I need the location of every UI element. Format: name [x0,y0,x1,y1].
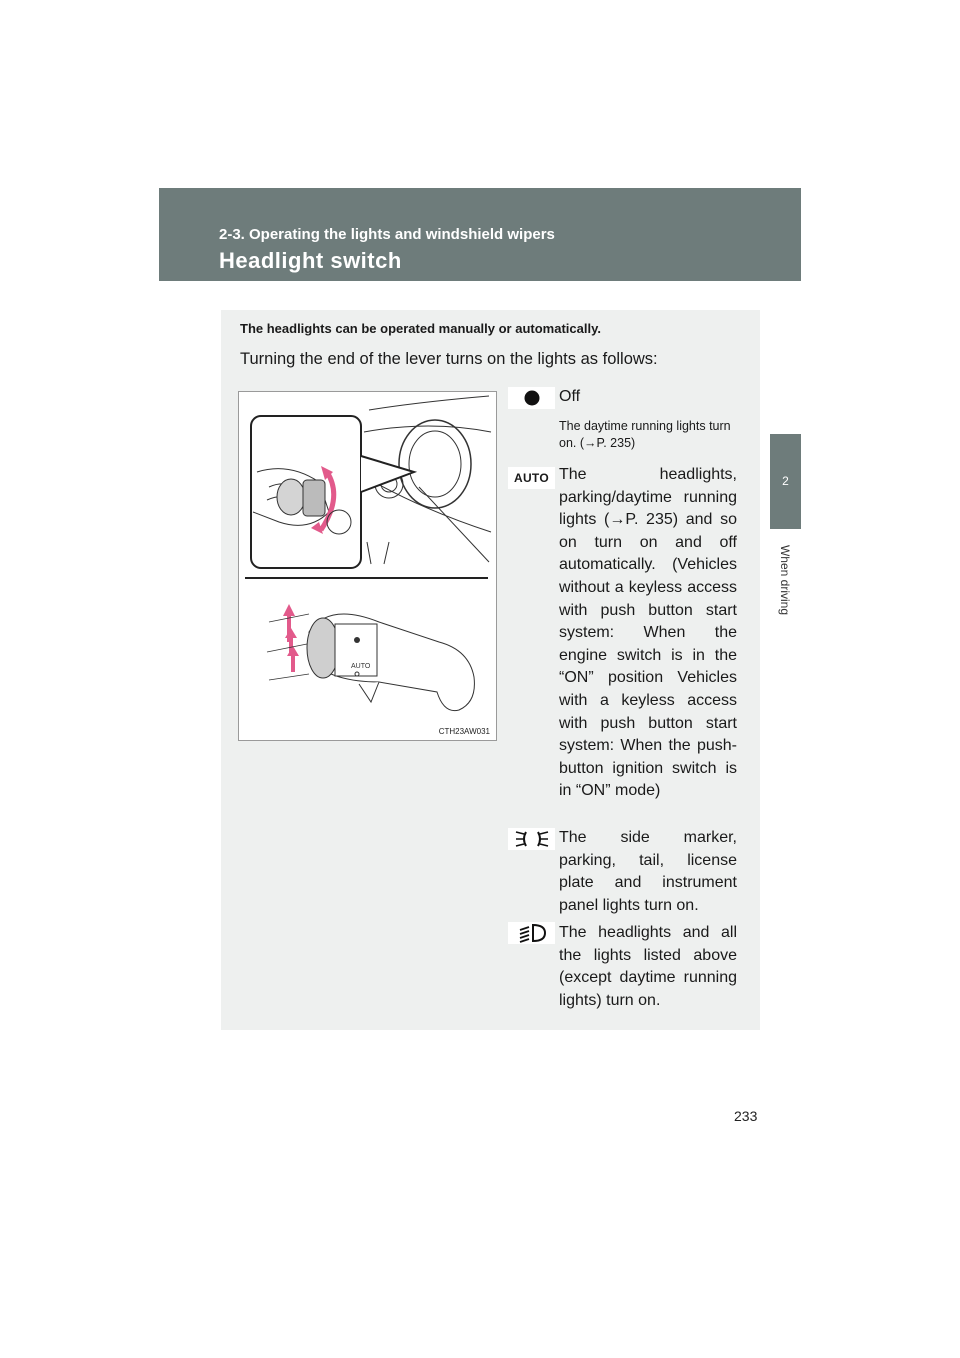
off-icon [508,387,555,409]
auto-icon: AUTO [508,467,555,489]
section-header [159,188,801,281]
figure-code: CTH23AW031 [438,727,490,736]
headlights-icon [508,922,555,944]
item-headlights-label: The headlights and all the lights listed above (except daytime running lights) turn on. [559,924,737,1009]
chapter-label [770,530,801,630]
lever-drawing [239,392,496,740]
lead-text: Turning the end of the lever turns on the lights as follows: [240,350,658,368]
page-number: 233 [734,1108,758,1124]
item-off-note: The daytime running lights turn on. (→P. 235) [559,419,731,450]
content-panel [221,310,760,1030]
side-marker-lights-icon [508,828,555,850]
item-side-marker-label: The side marker, parking, tail, license plate and instrument panel lights turn on. [559,829,737,914]
lever-illustration [238,391,497,741]
intro-text: The headlights can be operated manually or automatically. [240,321,601,336]
svg-text:AUTO: AUTO [351,663,371,670]
chapter-tab: 2 [770,434,801,529]
chapter-label-text: When driving [778,544,793,616]
page-title: Headlight switch [219,248,402,273]
section-title: 2-3. Operating the lights and windshield wipers [219,226,555,243]
item-auto-label: The headlights, parking/daytime running lights (→P. 235) and so on turn on and off automatically. (Vehicles without a keyless access with push button start system: When the engine switch is in the “ON” position Vehicles with a keyless access with push button start system: When the push-button ignition switch is in “ON” mode) [559,466,737,800]
item-off-label: Off [559,388,581,405]
